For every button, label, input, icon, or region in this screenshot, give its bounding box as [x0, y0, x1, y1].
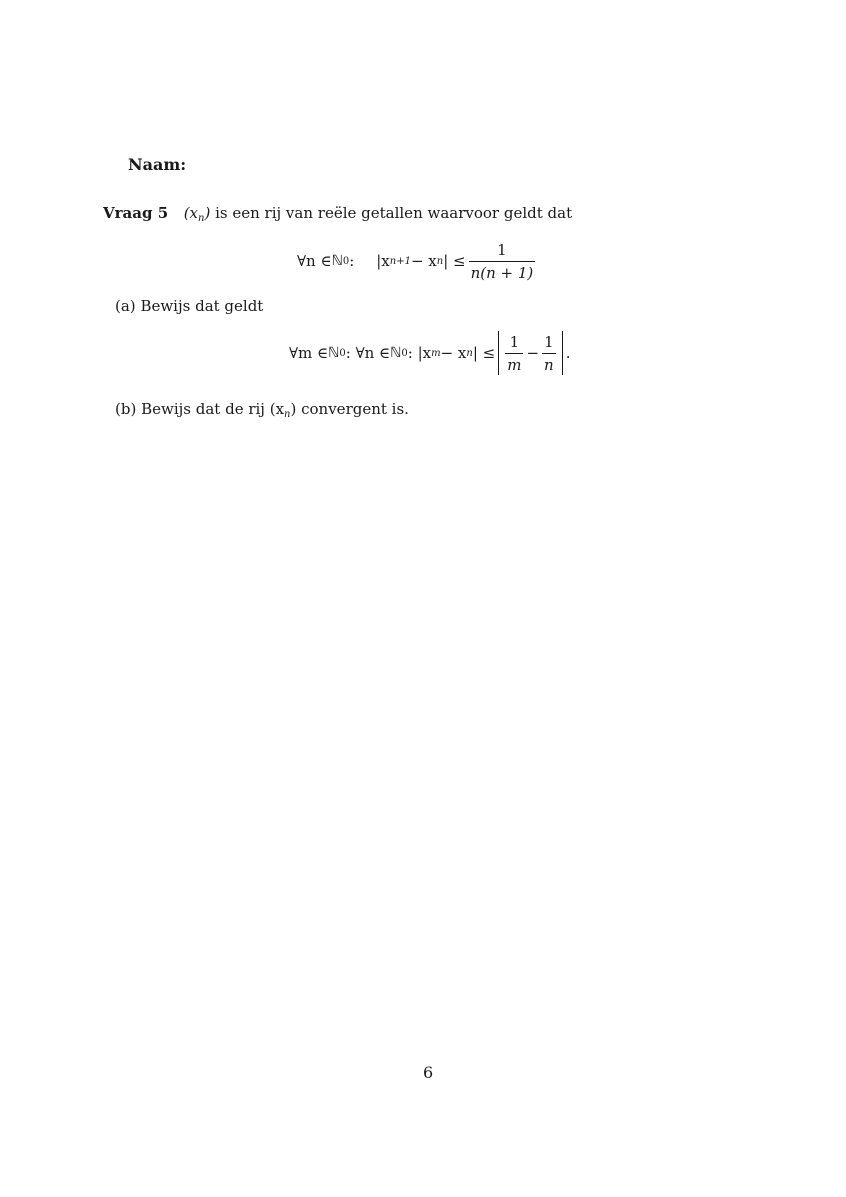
part-a-text: Bewijs dat geldt [140, 297, 264, 315]
part-b-label: (b) [115, 400, 137, 418]
naturals-symbol: ℕ [331, 253, 343, 269]
part-a [115, 297, 263, 315]
question-intro [103, 204, 572, 224]
eq1-abs-open: |x [376, 252, 390, 270]
question-label: Vraag 5 [103, 204, 169, 222]
eq1-forall: ∀n ∈ [297, 252, 332, 270]
eq2-fraction-m: $\frac{1}{m}$ [507, 332, 522, 374]
name-label: Naam: [128, 155, 187, 174]
sequence-symbol: $(x_n)$ [183, 204, 211, 224]
eq2-fraction-n: $\frac{1}{n}$ [544, 332, 554, 374]
equation-to-prove: ∀m ∈ ℕ 0 : ∀n ∈ ℕ 0 : |x m − x n | ≤ $\frac{1}{m}$ − $\frac{1}{n}$ . [289, 332, 571, 374]
page-number: 6 [423, 1063, 434, 1082]
equation-condition: ∀n ∈ ℕ 0 : |x n+1 − x n | ≤ $\frac{1}{n(n + 1)}$ [297, 240, 534, 282]
part-a-label: (a) [115, 297, 136, 315]
abs-bar-left [498, 331, 499, 375]
question-text: is een rij van reële getallen waarvoor geldt dat [210, 204, 573, 222]
eq1-fraction: $\frac{1}{n(n + 1)}$ [470, 240, 534, 282]
abs-bar-right [562, 331, 563, 375]
part-b: (b) Bewijs dat de rij $(x_n)$ convergent is. [115, 400, 409, 420]
